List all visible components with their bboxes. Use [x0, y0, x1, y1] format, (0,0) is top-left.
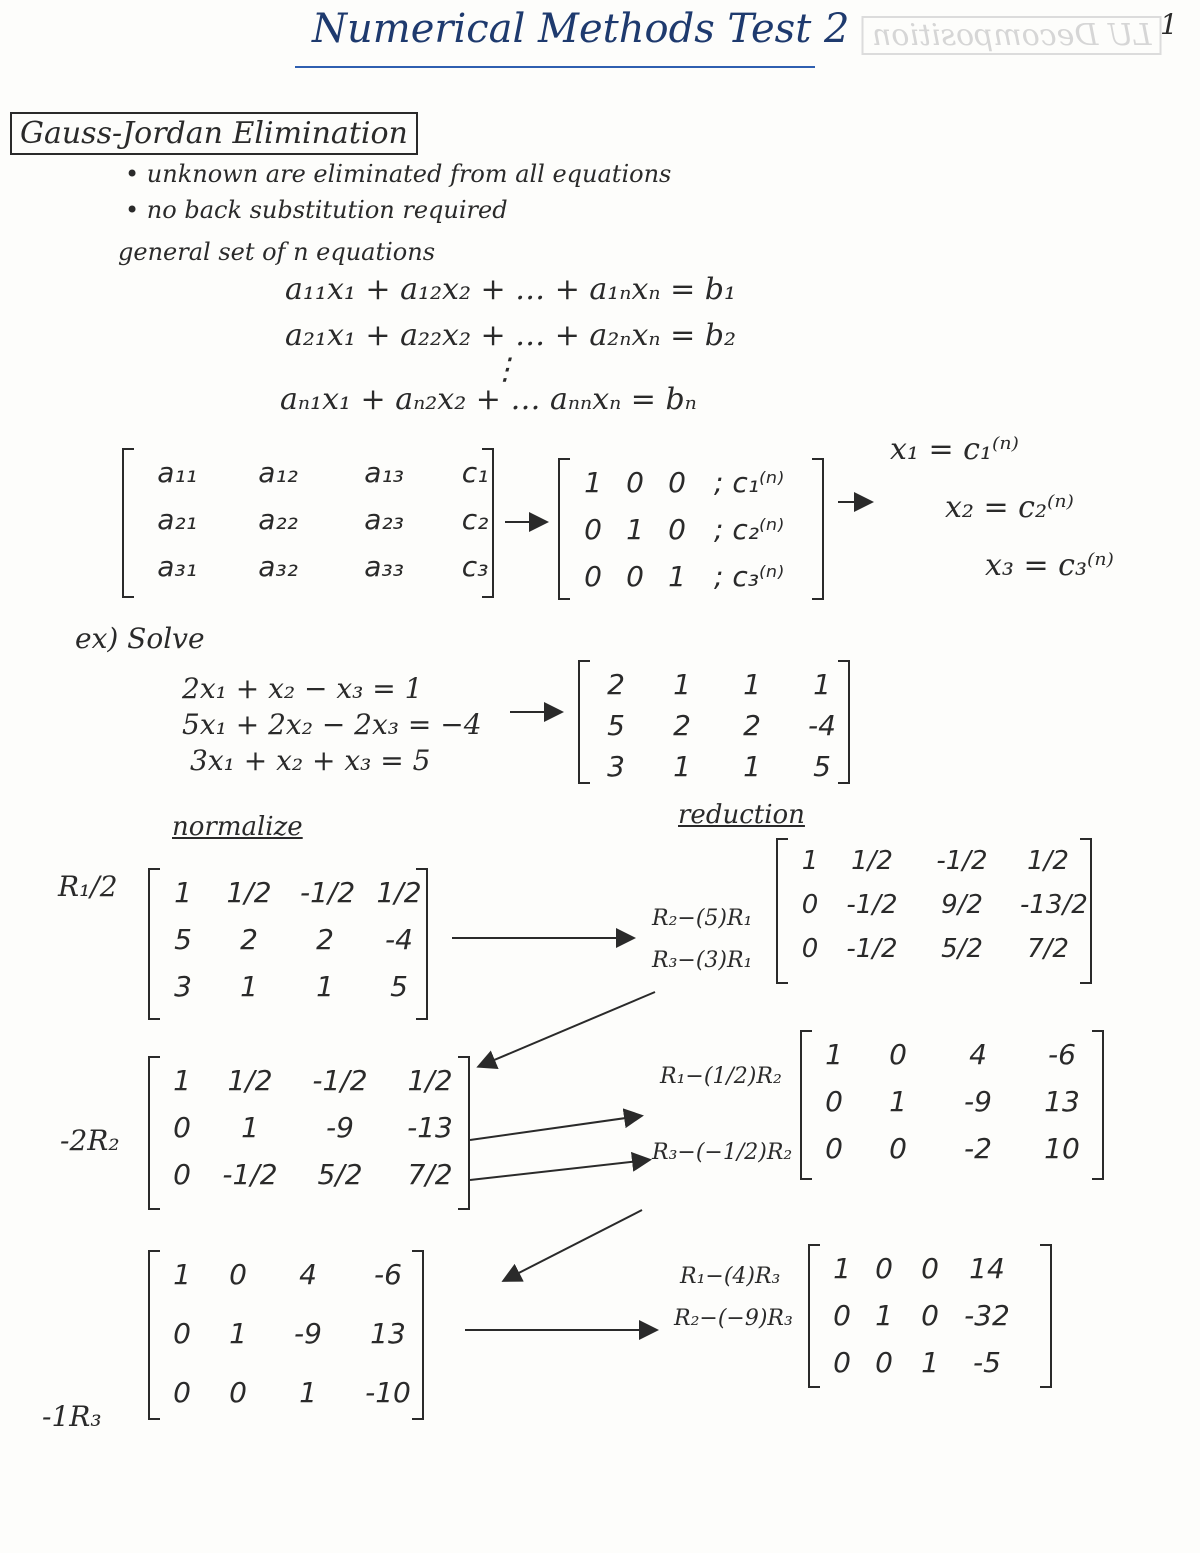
matrix-cell: 0 [825, 1132, 843, 1165]
matrix-cell: 0 [626, 560, 644, 593]
example-equation: 3x₁ + x₂ + x₃ = 5 [190, 744, 431, 777]
row-operation: R₁−(4)R₃ [680, 1264, 781, 1289]
row-operation: R₃−(−1/2)R₂ [652, 1140, 793, 1165]
matrix-cell: 0 [229, 1376, 247, 1409]
matrix-cell: 1 [921, 1346, 939, 1379]
matrix-cell: 7/2 [407, 1158, 453, 1191]
matrix-cell: 1 [316, 970, 334, 1003]
example-label: ex) Solve [75, 622, 205, 655]
row-operation: R₁−(1/2)R₂ [660, 1064, 782, 1089]
matrix-cell: 0 [889, 1132, 907, 1165]
matrix-cell: a₃₂ [258, 550, 298, 583]
matrix-cell: a₁₁ [157, 456, 197, 489]
matrix-cell: 1 [875, 1299, 893, 1332]
matrix-cell: 1/2 [851, 846, 893, 876]
matrix-cell: -1/2 [222, 1158, 278, 1191]
matrix-cell: 1/2 [226, 876, 272, 909]
matrix-cell: 13 [1044, 1085, 1080, 1118]
row-operation: R₁/2 [58, 870, 118, 903]
matrix-cell: 0 [173, 1111, 191, 1144]
matrix-cell: 1/2 [227, 1064, 273, 1097]
matrix-cell: 1 [173, 1064, 191, 1097]
example-equation: 5x₁ + 2x₂ − 2x₃ = −4 [182, 708, 482, 741]
page-title: Numerical Methods Test 2 [312, 6, 850, 52]
matrix-cell: 0 [626, 466, 644, 499]
row-operation: R₂−(5)R₁ [652, 906, 753, 931]
matrix-cell: 1 [825, 1038, 843, 1071]
matrix-cell: 0 [833, 1299, 851, 1332]
matrix-cell: 1 [889, 1085, 907, 1118]
solution-x1: x₁ = c₁⁽ⁿ⁾ [890, 432, 1019, 467]
matrix-cell: 1 [299, 1376, 317, 1409]
matrix-cell: 5 [607, 709, 625, 742]
bullet-item: • unknown are eliminated from all equations [125, 160, 672, 188]
general-set-note: general set of n equations [118, 238, 436, 266]
matrix-cell: -6 [374, 1258, 402, 1291]
matrix-cell: -2 [964, 1132, 992, 1165]
matrix-cell: -5 [973, 1346, 1001, 1379]
matrix-cell: 3 [174, 970, 192, 1003]
matrix-cell: 0 [825, 1085, 843, 1118]
normalize-label: normalize [172, 812, 303, 842]
matrix-cell: 2 [673, 709, 691, 742]
matrix-cell: -6 [1048, 1038, 1076, 1071]
matrix-cell: 0 [921, 1252, 939, 1285]
matrix-cell: a₁₃ [364, 456, 404, 489]
matrix-cell: 0 [229, 1258, 247, 1291]
matrix-cell: 9/2 [941, 890, 983, 920]
matrix-cell: 4 [969, 1038, 987, 1071]
matrix-cell: 0 [173, 1376, 191, 1409]
matrix-cell: 1 [833, 1252, 851, 1285]
matrix-cell: 5/2 [317, 1158, 363, 1191]
page-number: 1 [1160, 8, 1178, 41]
matrix-cell: 0 [875, 1252, 893, 1285]
example-equation: 2x₁ + x₂ − x₃ = 1 [182, 672, 423, 705]
matrix-cell: 1 [668, 560, 686, 593]
bullet-item: • no back substitution required [125, 196, 508, 224]
matrix-cell: -13 [407, 1111, 453, 1144]
section-title: Gauss-Jordan Elimination [10, 112, 418, 155]
matrix-cell: -4 [808, 709, 836, 742]
matrix-cell: 0 [833, 1346, 851, 1379]
matrix-cell: -1/2 [312, 1064, 368, 1097]
matrix-cell: 7/2 [1027, 934, 1069, 964]
matrix-cell: 2 [240, 923, 258, 956]
general-equation: a₁₁x₁ + a₁₂x₂ + … + a₁ₙxₙ = b₁ [285, 272, 736, 307]
arrow-icon [480, 992, 655, 1066]
matrix-cell: 1 [174, 876, 192, 909]
matrix-cell: 5 [174, 923, 192, 956]
bullet-text: unknown are eliminated from all equations [146, 160, 672, 188]
matrix-cell: ; c₁⁽ⁿ⁾ [714, 466, 784, 499]
matrix-cell: 5 [813, 750, 831, 783]
matrix-cell: 1 [673, 750, 691, 783]
matrix-cell: -32 [964, 1299, 1010, 1332]
matrix-cell: 0 [173, 1317, 191, 1350]
matrix-cell: c₃ [461, 550, 489, 583]
matrix-cell: 5/2 [941, 934, 983, 964]
matrix-cell: a₃₁ [157, 550, 197, 583]
matrix-cell: 0 [668, 513, 686, 546]
solution-x3: x₃ = c₃⁽ⁿ⁾ [985, 548, 1114, 583]
matrix-cell: 0 [584, 513, 602, 546]
matrix-cell: 1 [229, 1317, 247, 1350]
matrix-cell: ; c₃⁽ⁿ⁾ [714, 560, 784, 593]
matrix-cell: -1/2 [846, 934, 898, 964]
matrix-cell: a₂₁ [157, 503, 197, 536]
matrix-cell: 2 [316, 923, 334, 956]
matrix-cell: 0 [173, 1158, 191, 1191]
general-equation-dots: ⋮ [490, 352, 520, 387]
matrix-cell: 5 [390, 970, 408, 1003]
matrix-cell: -9 [294, 1317, 322, 1350]
arrow-icon [470, 1160, 648, 1180]
matrix-cell: 0 [801, 934, 819, 964]
row-operation: R₃−(3)R₁ [652, 948, 753, 973]
solution-x2: x₂ = c₂⁽ⁿ⁾ [945, 490, 1074, 525]
matrix-cell: ; c₂⁽ⁿ⁾ [714, 513, 784, 546]
matrix-cell: 1 [743, 750, 761, 783]
matrix-cell: 0 [921, 1299, 939, 1332]
matrix-cell: 1 [813, 668, 831, 701]
arrow-icon [505, 1210, 642, 1280]
matrix-cell: 1/2 [407, 1064, 453, 1097]
matrix-cell: 1 [801, 846, 819, 876]
matrix-cell: a₁₂ [258, 456, 298, 489]
matrix-cell: -1/2 [936, 846, 988, 876]
matrix-cell: 4 [299, 1258, 317, 1291]
matrix-cell: 1 [240, 970, 258, 1003]
matrix-cell: 1 [241, 1111, 259, 1144]
bleed-through-heading: LU Decomposition [862, 16, 1162, 55]
matrix-cell: 0 [875, 1346, 893, 1379]
row-operation: R₂−(−9)R₃ [674, 1306, 793, 1331]
matrix-cell: 1 [743, 668, 761, 701]
matrix-cell: 1 [173, 1258, 191, 1291]
matrix-cell: 1/2 [376, 876, 422, 909]
matrix-cell: 3 [607, 750, 625, 783]
matrix-cell: a₂₃ [364, 503, 404, 536]
matrix-cell: 2 [607, 668, 625, 701]
matrix-cell: -1/2 [846, 890, 898, 920]
row-operation: -2R₂ [60, 1124, 120, 1157]
matrix-cell: 14 [969, 1252, 1005, 1285]
matrix-cell: -9 [964, 1085, 992, 1118]
reduction-label: reduction [678, 800, 805, 830]
matrix-cell: 13 [370, 1317, 406, 1350]
matrix-cell: -4 [385, 923, 413, 956]
matrix-cell: 2 [743, 709, 761, 742]
matrix-cell: 1 [673, 668, 691, 701]
matrix-cell: -9 [326, 1111, 354, 1144]
matrix-cell: a₃₃ [364, 550, 404, 583]
matrix-cell: 1/2 [1027, 846, 1069, 876]
general-equation: a₂₁x₁ + a₂₂x₂ + … + a₂ₙxₙ = b₂ [285, 318, 736, 353]
matrix-cell: -1/2 [300, 876, 356, 909]
general-equation: aₙ₁x₁ + aₙ₂x₂ + … aₙₙxₙ = bₙ [280, 382, 697, 417]
arrow-icon [470, 1116, 640, 1140]
matrix-cell: 0 [801, 890, 819, 920]
matrix-cell: 0 [584, 560, 602, 593]
row-operation: -1R₃ [42, 1400, 102, 1433]
matrix-cell: c₁ [461, 456, 489, 489]
bullet-text: no back substitution required [146, 196, 508, 224]
matrix-cell: a₂₂ [258, 503, 298, 536]
matrix-cell: 10 [1044, 1132, 1080, 1165]
matrix-cell: -10 [365, 1376, 411, 1409]
matrix-cell: 1 [584, 466, 602, 499]
matrix-cell: 0 [889, 1038, 907, 1071]
matrix-cell: -13/2 [1020, 890, 1088, 920]
matrix-cell: c₂ [461, 503, 489, 536]
matrix-cell: 0 [668, 466, 686, 499]
matrix-cell: 1 [626, 513, 644, 546]
